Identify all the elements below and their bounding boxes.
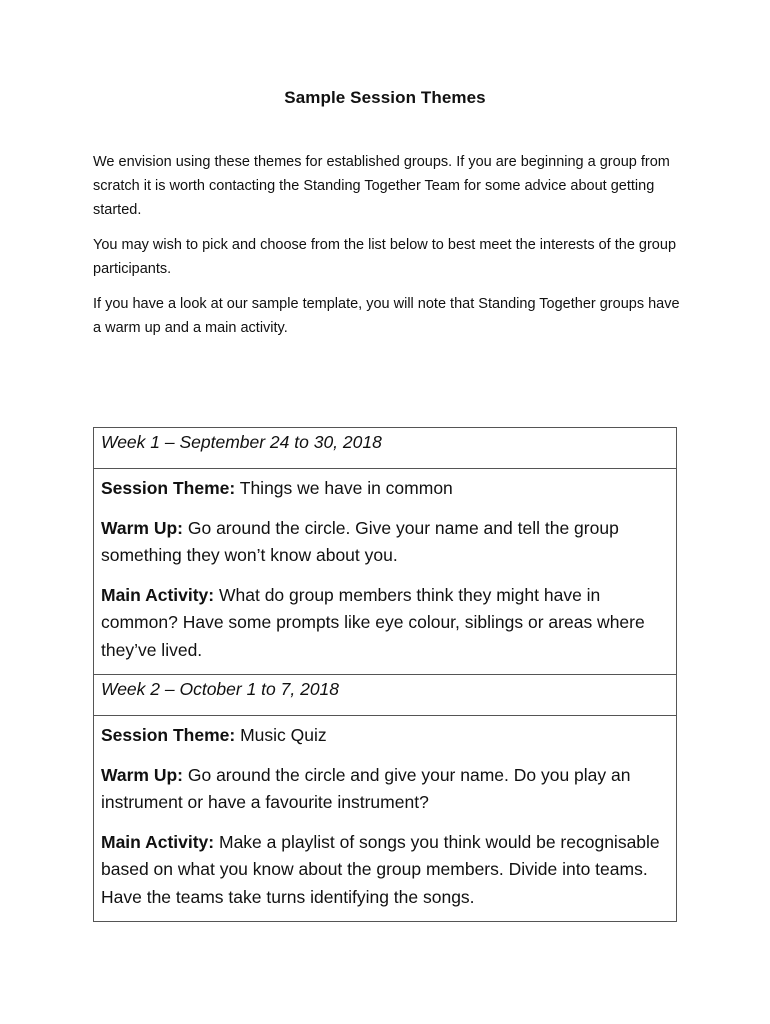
document-title: Sample Session Themes xyxy=(284,88,486,107)
intro-paragraph: If you have a look at our sample template, you will note that Standing Together groups have a warm up and a main activity. xyxy=(93,296,680,336)
warm-up xyxy=(101,515,676,570)
session-theme xyxy=(101,722,676,750)
week-details-row xyxy=(94,716,677,922)
main-activity xyxy=(101,582,676,665)
main-activity-label: Main Activity: xyxy=(101,831,215,852)
session-theme-text: Music Quiz xyxy=(235,725,327,745)
warm-up-label: Warm Up: xyxy=(101,517,183,538)
week-heading: Week 2 – October 1 to 7, 2018 xyxy=(94,675,677,716)
week-heading: Week 1 – September 24 to 30, 2018 xyxy=(94,428,677,469)
main-activity xyxy=(101,829,676,912)
intro-paragraph: You may wish to pick and choose from the list below to best meet the interests of the group participants. xyxy=(93,237,677,277)
week-heading-row xyxy=(94,675,677,716)
week-heading-row xyxy=(94,428,677,469)
session-themes-table xyxy=(93,427,677,922)
warm-up-text: Go around the circle. Give your name and tell the group something they won’t know about you. xyxy=(101,517,619,565)
session-theme-label: Session Theme: xyxy=(101,725,236,745)
week-details-cell xyxy=(94,716,677,922)
warm-up-label: Warm Up: xyxy=(101,764,183,785)
main-activity-label: Main Activity: xyxy=(101,584,215,605)
warm-up xyxy=(101,762,676,817)
intro-text xyxy=(93,150,683,351)
intro-paragraph: We envision using these themes for established groups. If you are beginning a group from scratch it is worth contacting the Standing Together Team for some advice about getting started. xyxy=(93,154,670,218)
session-theme xyxy=(101,475,676,503)
session-theme-label: Session Theme: xyxy=(101,478,236,498)
week-details-row xyxy=(94,469,677,675)
main-activity-text: Make a playlist of songs you think would be recognisable based on what you know about the group members. Divide into teams. Have the teams take turns identifying the songs. xyxy=(101,831,660,907)
warm-up-text: Go around the circle and give your name. Do you play an instrument or have a favourite instrument? xyxy=(101,764,631,812)
week-details-cell xyxy=(94,469,677,675)
main-activity-text: What do group members think they might have in common? Have some prompts like eye colour, siblings or areas where they’ve lived. xyxy=(101,584,645,660)
session-theme-text: Things we have in common xyxy=(235,478,453,498)
